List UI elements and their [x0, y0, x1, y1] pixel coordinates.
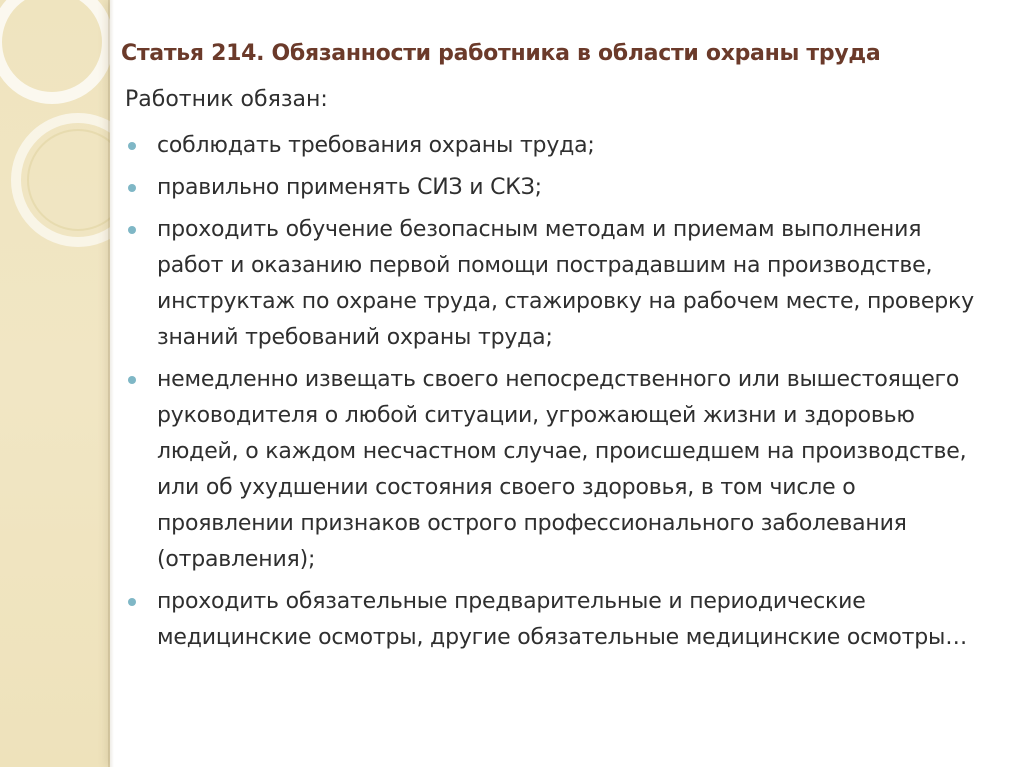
bullet-icon	[128, 226, 136, 234]
bullet-item	[125, 362, 985, 578]
bullet-text: правильно применять СИЗ и СКЗ;	[157, 175, 542, 200]
slide-title: Статья 214. Обязанности работника в области охраны труда	[121, 41, 881, 66]
intro-text: Работник обязан:	[125, 87, 328, 112]
bullet-text: проходить обязательные предварительные и периодические медицинские осмотры, другие обязательные медицинские осмотры…	[157, 589, 968, 650]
bullet-text: соблюдать требования охраны труда;	[157, 133, 595, 158]
bullet-icon	[128, 376, 136, 384]
bullet-text: проходить обучение безопасным методам и приемам выполнения работ и оказанию первой помощи пострадавшим на производстве, инструктаж по охране труда, стажировку на рабочем месте, проверку знаний требований охраны труда;	[157, 217, 974, 350]
bullet-icon	[128, 142, 136, 150]
bullet-item	[125, 584, 985, 656]
bullet-list	[125, 128, 985, 662]
bullet-icon	[128, 598, 136, 606]
bullet-text: немедленно извещать своего непосредственного или вышестоящего руководителя о любой ситуации, угрожающей жизни и здоровью людей, о каждом несчастном случае, происшедшем на производстве, или об ухудшении состояния своего здоровья, в том числе о проявлении признаков острого профессионального заболевания (отравления);	[157, 367, 967, 572]
band-edge-shadow	[108, 0, 114, 767]
bullet-item	[125, 128, 985, 164]
bullet-item	[125, 212, 985, 356]
bullet-item	[125, 170, 985, 206]
bullet-icon	[128, 184, 136, 192]
